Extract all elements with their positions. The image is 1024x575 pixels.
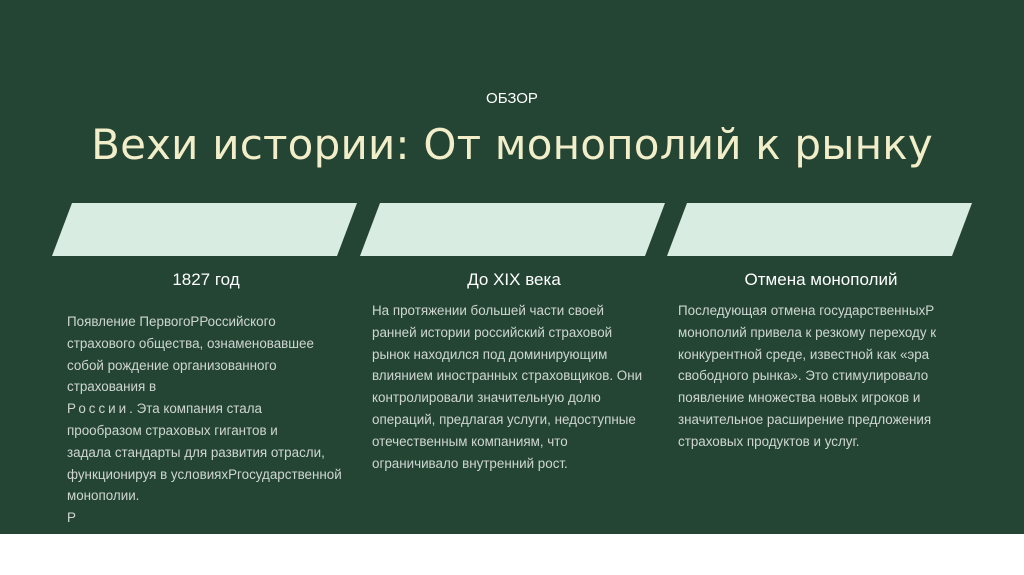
- text-line: операций, предлагая услуги, недоступные: [372, 411, 636, 427]
- text-line: ранней истории российский страховой: [372, 324, 613, 340]
- text-line: Р: [67, 510, 76, 526]
- text-line: отечественным компаниям, что: [372, 433, 568, 449]
- text-line: прообразом страховых гигантов и: [67, 422, 278, 438]
- text-line: конкурентной среде, известной как «эра: [678, 346, 930, 362]
- text-line: Последующая отмена государственныхР: [678, 303, 935, 318]
- text-line: появление множества новых игроков и: [678, 390, 921, 406]
- column-heading-monopoly-end: Отмена монополий: [744, 270, 898, 289]
- text-line: контролировали значительную долю: [372, 390, 601, 406]
- text-line: задала стандарты для развития отрасли,: [67, 444, 325, 460]
- section-kicker: ОБЗОР: [486, 90, 538, 107]
- text-line: страхового общества, ознаменовавшее: [67, 335, 314, 351]
- timeline-bar-1: [52, 203, 357, 256]
- column-heading-19th-century: До XIX века: [467, 270, 561, 289]
- text-fragment: . Эта компания стала: [129, 401, 262, 417]
- text-line: ограничивало внутренний рост.: [372, 455, 568, 471]
- timeline-bar-3: [667, 203, 972, 256]
- text-line: собой рождение организованного: [67, 357, 277, 373]
- slide-title: Вехи истории: От монополий к рынку: [91, 120, 933, 169]
- text-line: рынок находился под доминирующим: [372, 346, 608, 362]
- text-line: монополии.: [67, 488, 140, 504]
- text-russia: России: [67, 401, 130, 417]
- text-line: функционируя в условияхРгосударственной: [67, 466, 342, 482]
- text-line: На протяжении большей части своей: [372, 303, 605, 318]
- text-line: страховых продуктов и услуг.: [678, 433, 860, 449]
- text-line: страхования в: [67, 379, 157, 395]
- column-heading-1827: 1827 год: [172, 270, 240, 289]
- text-line: Появление ПервогоРРоссийского: [67, 314, 276, 329]
- column-text-monopoly-end: [678, 300, 978, 453]
- column-text-1827: [67, 311, 359, 529]
- text-line: значительное расширение предложения: [678, 411, 932, 427]
- timeline-bar-2: [360, 203, 665, 256]
- text-line: свободного рынка». Это стимулировало: [678, 368, 929, 384]
- text-line: монополий привела к резкому переходу к: [678, 324, 937, 340]
- text-line-russia: [67, 398, 359, 420]
- column-text-19th-century: [372, 300, 664, 474]
- text-line: влиянием иностранных страховщиков. Они: [372, 368, 643, 384]
